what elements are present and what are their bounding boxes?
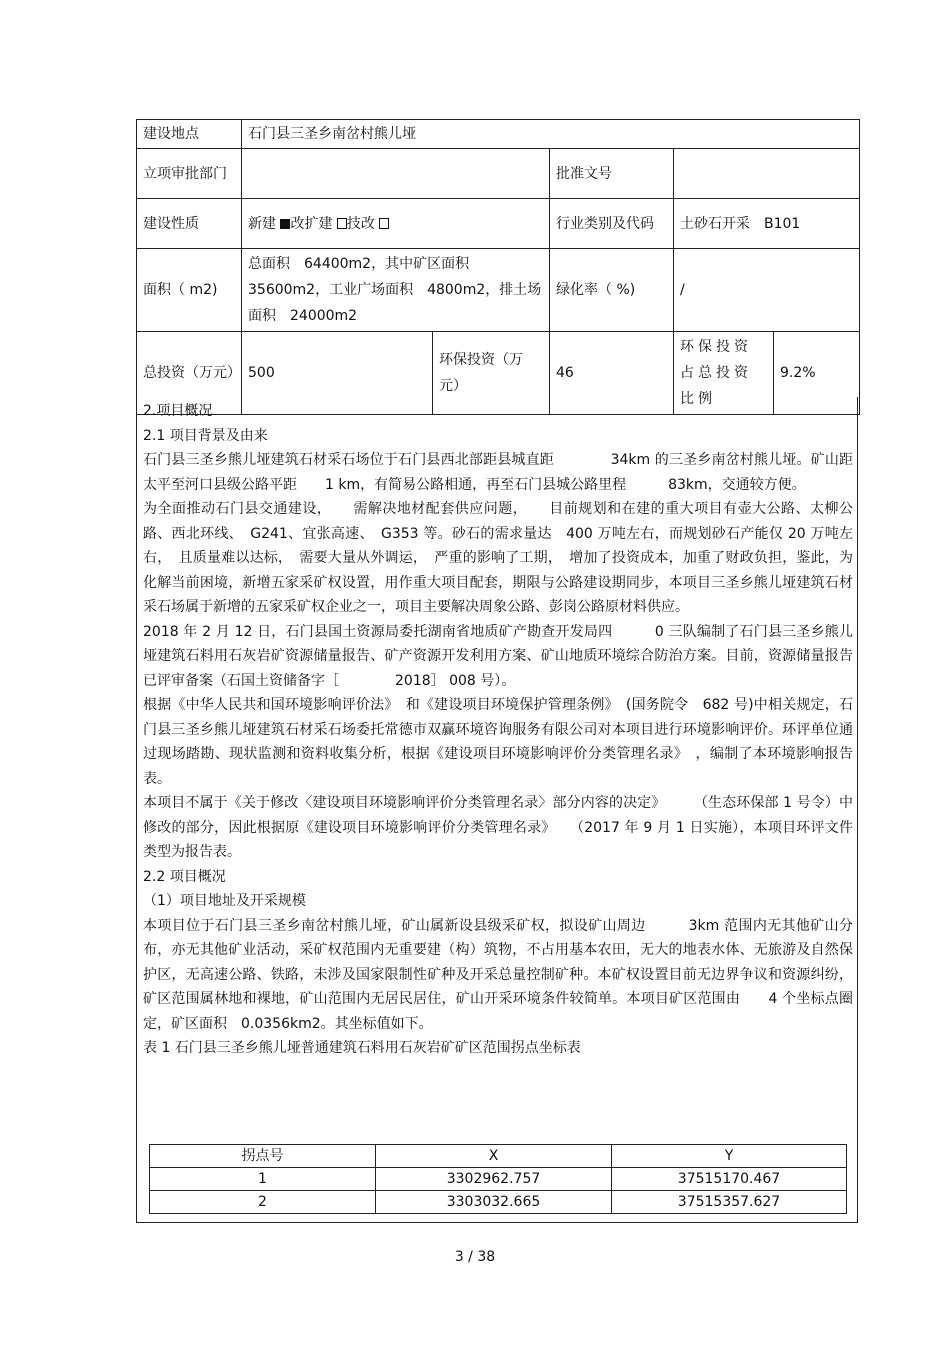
section-heading: 2.项目概况: [143, 403, 213, 419]
table-caption: 表 1 石门县三圣乡熊儿垭普通建筑石料用石灰岩矿矿区范围拐点坐标表: [143, 1040, 581, 1056]
env-ratio-label: 环保投资占总投资比例: [674, 332, 774, 415]
table-cell: 2: [150, 1191, 376, 1214]
table-cell: 37515170.467: [612, 1168, 847, 1191]
paragraph: 本项目不属于《关于修改〈建设项目环境影响评价分类管理名录〉部分内容的决定》 （生态环保部 1 号令）中修改的部分，因此根据原《建设项目环境影响评价分类管理名录》 （2017 年 9 月 1 日实施），本项目环评文件类型为报告表。: [143, 795, 853, 860]
table-cell: 3303032.665: [376, 1191, 612, 1214]
unchecked-box-icon: [379, 218, 389, 229]
industry-value: 土砂石开采 B101: [674, 199, 860, 249]
invest-label: 总投资（万元）: [137, 332, 242, 415]
unchecked-box-icon: [337, 218, 347, 229]
approval-doc-value: [674, 149, 860, 199]
env-ratio-value: 9.2%: [774, 332, 860, 415]
table-cell: 1: [150, 1168, 376, 1191]
env-invest-value: 46: [550, 332, 674, 415]
location-value: 石门县三圣乡南岔村熊儿垭: [242, 120, 860, 149]
invest-value: 500: [242, 332, 433, 415]
approval-doc-label: 批准文号: [550, 149, 674, 199]
checked-box-icon: [280, 219, 290, 229]
column-header: X: [376, 1145, 612, 1168]
area-label: 面积（ m2): [137, 249, 242, 332]
location-label: 建设地点: [137, 120, 242, 149]
area-value: 总面积 64400m2，其中矿区面积 35600m2，工业广场面积 4800m2，排土场面积 24000m2: [242, 249, 550, 332]
green-value: /: [674, 249, 860, 332]
approval-dept-label: 立项审批部门: [137, 149, 242, 199]
nature-options: [242, 199, 550, 249]
table-row: [150, 1168, 847, 1191]
column-header: Y: [612, 1145, 847, 1168]
paragraph: 2018 年 2 月 12 日，石门县国土资源局委托湖南省地质矿产勘查开发局四 0 三队编制了石门县三圣乡熊儿垭建筑石料用石灰岩矿资源储量报告、矿产资源开发利用方案、矿山地质环境综合防治方案。目前，资源储量报告已评审备案（石国土资储备字［ 2018］ 008 号）。: [143, 623, 853, 689]
nature-label: 建设性质: [137, 199, 242, 249]
coordinate-table: [149, 1144, 847, 1214]
industry-label: 行业类别及代码: [550, 199, 674, 249]
table-cell: 37515357.627: [612, 1191, 847, 1214]
paragraph: 根据《中华人民共和国环境影响评价法》 和《建设项目环境保护管理条例》 (国务院令 682 号)中相关规定，石门县三圣乡熊儿垭建筑石材采石场委托常德市双赢环境咨询服务有限公司对本项目进行环境影响评价。环评单位通过现场踏勘、现状监测和资料收集分析，根据《建设项目环境影响评价分类管理名录》 ，编制了本环境影响报告表。: [143, 697, 853, 787]
green-label: 绿化率（ %): [550, 249, 674, 332]
table-row: [150, 1191, 847, 1214]
item-heading: （1）项目地址及开采规模: [143, 893, 306, 909]
table-cell: 3302962.757: [376, 1168, 612, 1191]
page-number: 3 / 38: [454, 1249, 496, 1265]
subsection-heading: 2.2 项目概况: [143, 868, 226, 885]
project-overview-section: [136, 397, 858, 1223]
subsection-heading: 2.1 项目背景及由来: [143, 427, 268, 444]
paragraph: 为全面推动石门县交通建设， 需解决地材配套供应问题， 目前规划和在建的重大项目有壶大公路、太柳公路、西北环线、 G241、宜张高速、 G353 等。砂石的需求量达 400 万吨左右，而规划砂石产能仅 20 万吨左右， 且质量难以达标， 需要大量从外调运， 严重的影响了工期， 增加了投资成本，加重了财政负担，鉴此，为化解当前困境，新增五家采矿权设置，用作重大项目配套，期限与公路建设期同步，本项目三圣乡熊儿垭建筑石材采石场属于新增的五家采矿权企业之一，项目主要解决周象公路、彭岗公路原材料供应。: [143, 501, 853, 615]
paragraph: 本项目位于石门县三圣乡南岔村熊儿垭，矿山属新设县级采矿权，拟设矿山周边 3km 范围内无其他矿山分布，亦无其他矿业活动，采矿权范围内无重要建（构）筑物，不占用基本农田，无大的地表水体、无旅游及自然保护区，无高速公路、铁路，未涉及国家限制性矿种及开采总量控制矿种。本矿权设置目前无边界争议和资源纠纷，矿区范围属林地和裸地，矿山范围内无居民居住，矿山开采环境条件较简单。本项目矿区范围由 4 个坐标点圈定，矿区面积 0.0356km2。其坐标值如下。: [143, 917, 853, 1032]
approval-dept-value: [242, 149, 550, 199]
column-header: 拐点号: [150, 1145, 376, 1168]
paragraph: 石门县三圣乡熊儿垭建筑石材采石场位于石门县西北部距县城直距 34km 的三圣乡南岔村熊儿垭。矿山距太平至河口县级公路平距 1 km，有简易公路相通，再至石门县城公路里程 83km，交通较方便。: [143, 452, 853, 493]
nature-expand-label: 改扩建: [290, 215, 333, 232]
env-invest-label: 环保投资（万元）: [433, 332, 550, 415]
nature-reform-label: 技改: [346, 215, 375, 232]
project-info-table: [136, 119, 860, 415]
nature-new-label: 新建: [248, 215, 276, 232]
table-header-row: [150, 1145, 847, 1168]
